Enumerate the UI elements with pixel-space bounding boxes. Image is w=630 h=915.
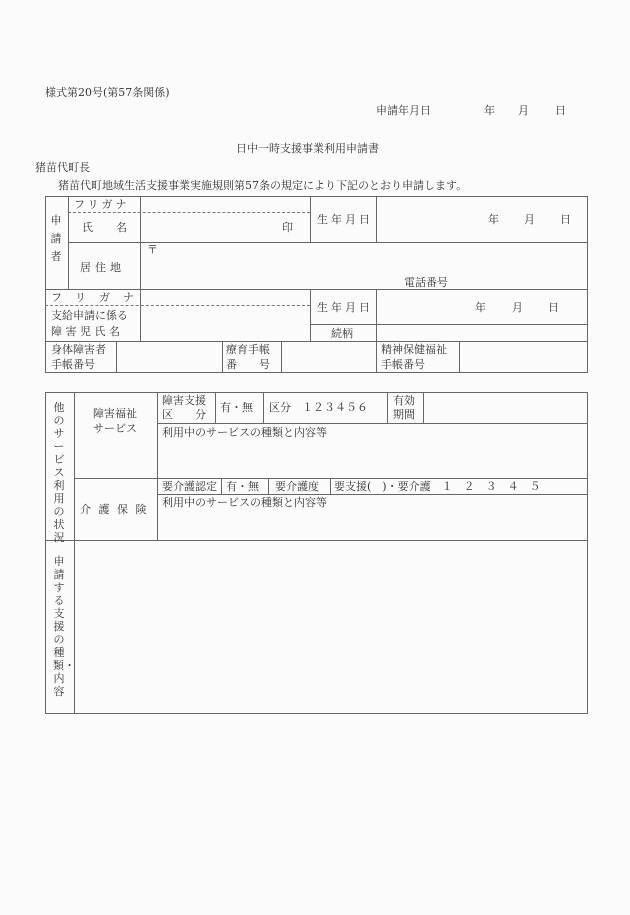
divider bbox=[45, 289, 587, 290]
other-services-section-label: 他のサービス利用の状況 bbox=[53, 401, 65, 544]
applicant-furigana-field[interactable] bbox=[142, 198, 308, 211]
divider bbox=[376, 289, 377, 372]
applicant-birth-month: 月 bbox=[524, 213, 535, 226]
divider bbox=[157, 392, 158, 540]
mental-handbook-field[interactable] bbox=[461, 343, 586, 371]
care-level-label: 要介護度 bbox=[275, 480, 319, 493]
application-date-year: 年 bbox=[484, 104, 495, 117]
relationship-label: 続柄 bbox=[331, 327, 353, 340]
divider bbox=[268, 478, 269, 494]
applicant-birthdate-field[interactable] bbox=[378, 198, 586, 241]
child-birth-year: 年 bbox=[475, 301, 486, 314]
divider bbox=[281, 341, 282, 372]
child-name-field[interactable] bbox=[142, 307, 308, 340]
physical-handbook-label-line1: 身体障害者 bbox=[51, 343, 106, 356]
furigana-divider bbox=[45, 305, 310, 306]
ryoiku-handbook-field[interactable] bbox=[283, 343, 375, 371]
validity-label-line1: 有効 bbox=[393, 394, 415, 407]
document-title: 日中一時支援事業利用申請書 bbox=[236, 142, 379, 155]
child-name-label-line1: 支給申請に係る bbox=[51, 309, 128, 322]
divider bbox=[221, 478, 222, 494]
care-yes-no[interactable]: 有・無 bbox=[226, 480, 259, 493]
addressee: 猪苗代町長 bbox=[35, 161, 90, 174]
physical-handbook-field[interactable] bbox=[118, 343, 220, 371]
ryoiku-handbook-label-line2: 番 号 bbox=[226, 358, 270, 371]
address-field[interactable] bbox=[142, 244, 586, 288]
relationship-field[interactable] bbox=[378, 326, 586, 340]
divider bbox=[157, 494, 587, 495]
mental-handbook-label-line2: 手帳番号 bbox=[381, 358, 425, 371]
phone-label: 電話番号 bbox=[404, 276, 448, 289]
support-class-options[interactable]: 区分 １２３４５６ bbox=[269, 401, 368, 414]
care-services-field[interactable] bbox=[159, 510, 586, 539]
divider bbox=[68, 242, 587, 243]
application-date-label: 申請年月日 bbox=[376, 104, 431, 117]
child-name-label-line2: 障 害 児 氏 名 bbox=[51, 325, 120, 338]
applicant-section-label: 申請者 bbox=[50, 214, 62, 263]
form-number: 様式第20号(第57条関係) bbox=[45, 86, 170, 99]
welfare-services-field[interactable] bbox=[159, 440, 586, 477]
postal-mark: 〒 bbox=[147, 243, 158, 256]
ryoiku-handbook-label-line1: 療育手帳 bbox=[226, 343, 270, 356]
child-birthdate-label: 生年月日 bbox=[317, 301, 373, 314]
divider bbox=[330, 478, 331, 494]
support-class-label-line2: 区 分 bbox=[162, 408, 206, 421]
applicant-birth-year: 年 bbox=[488, 213, 499, 226]
support-class-label-line1: 障害支援 bbox=[162, 394, 206, 407]
validity-period-field[interactable] bbox=[425, 394, 586, 422]
divider bbox=[310, 289, 311, 341]
divider bbox=[215, 392, 216, 423]
divider bbox=[387, 392, 388, 423]
care-services-label: 利用中のサービスの種類と内容等 bbox=[162, 496, 327, 509]
divider bbox=[459, 341, 460, 372]
divider bbox=[157, 423, 587, 424]
child-birth-day: 日 bbox=[548, 301, 559, 314]
divider bbox=[310, 324, 587, 325]
seal-mark: 印 bbox=[282, 221, 293, 234]
validity-label-line2: 期間 bbox=[393, 408, 415, 421]
welfare-yes-no[interactable]: 有・無 bbox=[220, 401, 253, 414]
welfare-label-line2: サービス bbox=[93, 422, 137, 435]
mental-handbook-label-line1: 精神保健福祉 bbox=[381, 343, 447, 356]
divider bbox=[423, 392, 424, 423]
care-insurance-label: 介 護 保 険 bbox=[80, 503, 149, 516]
divider bbox=[310, 196, 311, 242]
address-label: 居住地 bbox=[80, 261, 125, 274]
divider bbox=[222, 341, 223, 372]
care-level-options[interactable]: 要支援( )・要介護 １ ２ ３ ４ ５ bbox=[334, 480, 541, 493]
welfare-label-line1: 障害福祉 bbox=[93, 407, 137, 420]
requested-support-field[interactable] bbox=[76, 542, 586, 712]
applicant-birthdate-label: 生年月日 bbox=[317, 213, 373, 226]
applicant-name-label: 氏 名 bbox=[82, 221, 133, 234]
application-date-month: 月 bbox=[518, 104, 529, 117]
statement: 猪苗代町地域生活支援事業実施規則第57条の規定により下記のとおり申請します。 bbox=[58, 179, 468, 192]
welfare-services-label: 利用中のサービスの種類と内容等 bbox=[162, 426, 327, 439]
divider bbox=[45, 540, 587, 541]
divider bbox=[140, 196, 141, 341]
divider bbox=[376, 196, 377, 242]
divider bbox=[263, 392, 264, 423]
child-furigana-label: フ リ ガ ナ bbox=[51, 291, 135, 304]
divider bbox=[45, 341, 587, 342]
child-birth-month: 月 bbox=[512, 301, 523, 314]
application-date-day: 日 bbox=[555, 104, 566, 117]
applicant-birth-day: 日 bbox=[560, 213, 571, 226]
child-furigana-field[interactable] bbox=[142, 291, 308, 304]
physical-handbook-label-line2: 手帳番号 bbox=[51, 358, 95, 371]
furigana-divider bbox=[68, 212, 310, 213]
requested-support-section-label: 申請する支援の種類・内容 bbox=[53, 555, 75, 698]
divider bbox=[116, 341, 117, 372]
applicant-furigana-label: フリガナ bbox=[74, 198, 130, 211]
care-certification-label: 要介護認定 bbox=[162, 480, 217, 493]
